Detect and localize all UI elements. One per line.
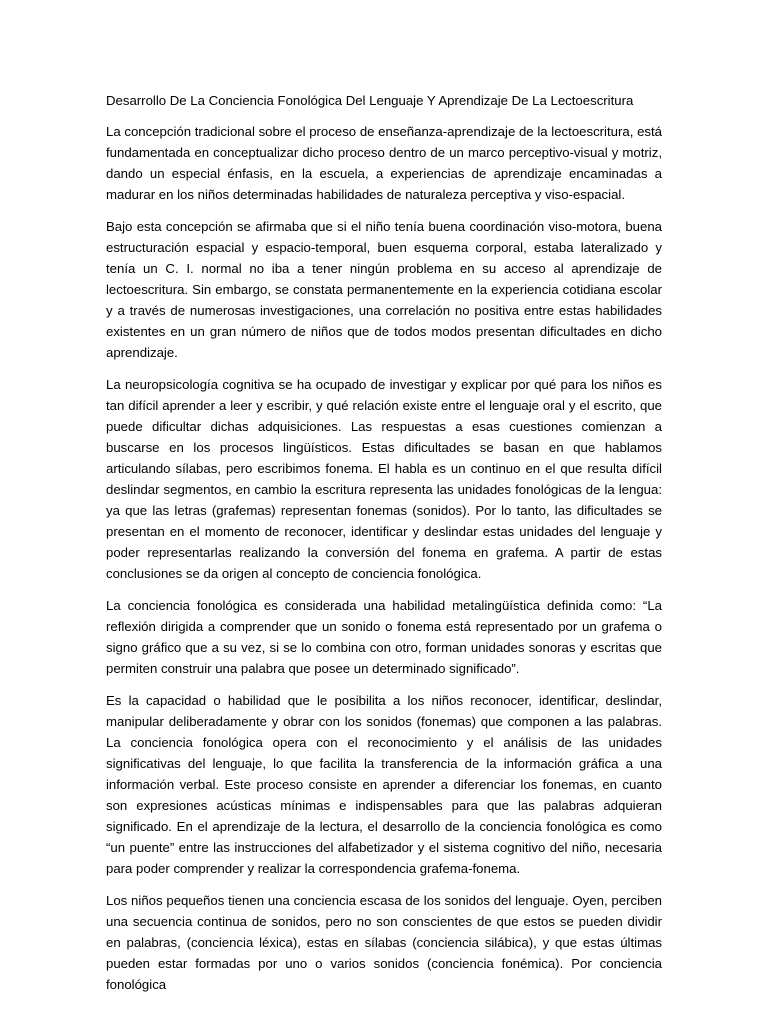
paragraph-6: Los niños pequeños tienen una conciencia escasa de los sonidos del lenguaje. Oyen, perciben una secuencia continua de sonidos, pero no son conscientes de que estos se pueden dividir en palabras, (conciencia léxica), estas en sílabas (conciencia silábica), y que estas últimas pueden estar formadas por uno o varios sonidos (conciencia fonémica). Por conciencia fonológica xyxy=(106,893,662,992)
paragraph-1: La concepción tradicional sobre el proceso de enseñanza-aprendizaje de la lectoescritura, está fundamentada en conceptualizar dicho proceso dentro de un marco perceptivo-visual y motriz, dando un especial énfasis, en la escuela, a experiencias de aprendizaje encaminadas a madurar en los niños determinadas habilidades de naturaleza perceptiva y viso-espacial. xyxy=(106,124,662,202)
paragraph-4: La conciencia fonológica es considerada una habilidad metalingüística definida como: “La reflexión dirigida a comprender que un sonido o fonema está representado por un grafema o signo gráfico que a su vez, si se lo combina con otro, forman unidades sonoras y escritas que permiten construir una palabra que posee un determinado significado”. xyxy=(106,598,662,676)
document-page xyxy=(106,90,662,1006)
paragraph-2: Bajo esta concepción se afirmaba que si el niño tenía buena coordinación viso-motora, buena estructuración espacial y espacio-temporal, buen esquema corporal, estaba lateralizado y tenía un C. I. normal no iba a tener ningún problema en su acceso al aprendizaje de lectoescritura. Sin embargo, se constata permanentemente en la experiencia cotidiana escolar y a través de numerosas investigaciones, una correlación no positiva entre estas habilidades existentes en un gran número de niños que de todos modos presentan dificultades en dicho aprendizaje. xyxy=(106,219,662,360)
paragraph-3: La neuropsicología cognitiva se ha ocupado de investigar y explicar por qué para los niños es tan difícil aprender a leer y escribir, y qué relación existe entre el lenguaje oral y el escrito, que puede dificultar dichas adquisiciones. Las respuestas a esas cuestiones comienzan a buscarse en los procesos lingüísticos. Estas dificultades se basan en que hablamos articulando sílabas, pero escribimos fonema. El habla es un continuo en el que resulta difícil deslindar segmentos, en cambio la escritura representa las unidades fonológicas de la lengua: ya que las letras (grafemas) representan fonemas (sonidos). Por lo tanto, las dificultades se presentan en el momento de reconocer, identificar y deslindar estas unidades del lenguaje y poder representarlas realizando la conversión del fonema en grafema. A partir de estas conclusiones se da origen al concepto de conciencia fonológica. xyxy=(106,377,662,581)
document-title: Desarrollo De La Conciencia Fonológica Del Lenguaje Y Aprendizaje De La Lectoescritura xyxy=(106,93,634,108)
paragraph-5: Es la capacidad o habilidad que le posibilita a los niños reconocer, identificar, deslindar, manipular deliberadamente y obrar con los sonidos (fonemas) que componen a las palabras. La conciencia fonológica opera con el reconocimiento y el análisis de las unidades significativas del lenguaje, lo que facilita la transferencia de la información gráfica a una información verbal. Este proceso consiste en aprender a diferenciar los fonemas, en cuanto son expresiones acústicas mínimas e indispensables para que las palabras adquieran significado. En el aprendizaje de la lectura, el desarrollo de la conciencia fonológica es como “un puente” entre las instrucciones del alfabetizador y el sistema cognitivo del niño, necesaria para poder comprender y realizar la correspondencia grafema-fonema. xyxy=(106,693,662,876)
